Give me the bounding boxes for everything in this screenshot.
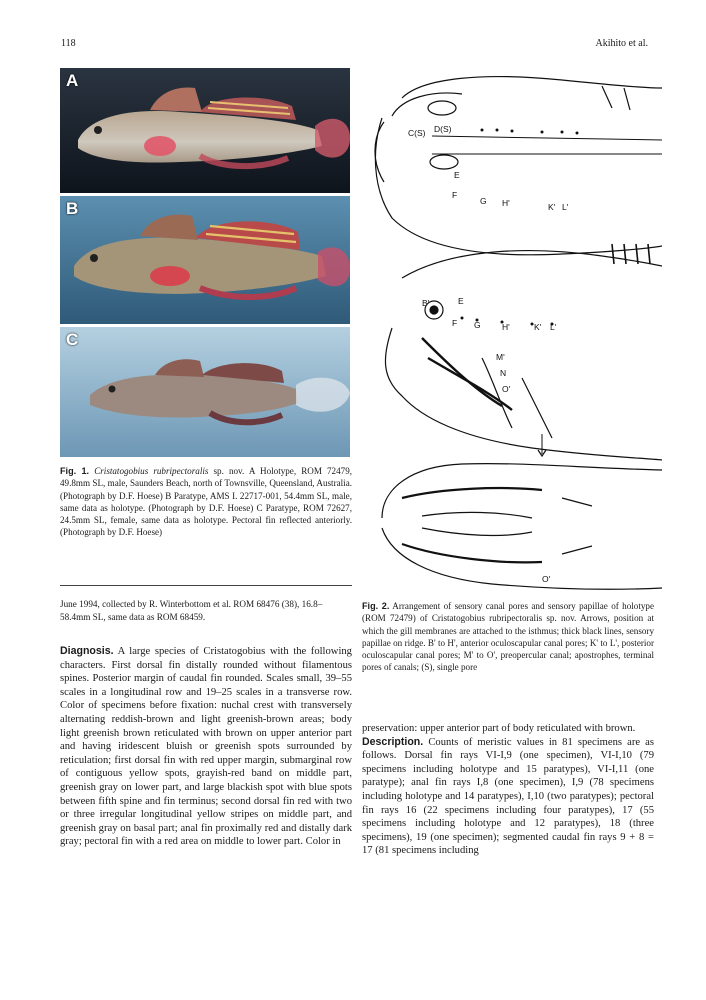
fig2-label-h-top: H': [502, 198, 510, 208]
column-divider-rule: [60, 585, 352, 586]
diagnosis-paragraph: [60, 645, 352, 849]
diagnosis-heading: Diagnosis.: [60, 645, 114, 657]
fig2-label-g: G: [474, 320, 481, 330]
fig2-label-o: O': [502, 384, 511, 394]
fig2-label-l: L': [550, 322, 557, 332]
fish-photo-a-image: [60, 68, 350, 193]
right-column-text: [362, 722, 654, 858]
figure-2-caption-text: Arrangement of sensory canal pores and sensory papillae of holotype (ROM 72479) of Cristatogobius rubripectoralis sp. nov. Arrows, position at which the gill membranes are attached to the isthmus; thick black lines, sensory papillae on ridge. B' to H', anterior oculoscapular canal pores; K' to L', posterior oculoscapular canal pores; M' to O', preopercular canal; apostrophes, terminal pores of canals; (S), single pore: [362, 601, 655, 673]
fish-photo-b-image: [60, 196, 350, 324]
fig2-label-g-top: G: [480, 196, 487, 206]
photo-panel-c: [60, 327, 350, 457]
panel-label-c: C: [66, 330, 79, 349]
fig2-label-h: H': [502, 322, 510, 332]
fig2-label-l-top: L': [562, 202, 569, 212]
figure-2-caption: [362, 600, 654, 674]
figure-1-caption-species: Cristatogobius rubripectoralis: [94, 466, 209, 476]
fig2-label-k-top: K': [548, 202, 556, 212]
description-text: Counts of meristic values in 81 specimens are as follows. Dorsal fin rays VI-I,9 (one specimen), VI-I,10 (79 specimens including holotype and 15 paratypes), VI-I,11 (one paratype); anal fin rays I,8 (one specimen), I,9 (78 specimens including holotype and 14 paratypes), I,10 (two paratypes); pectoral fin rays 16 (22 specimens including four paratypes), 17 (55 specimens including holotype and 12 paratypes), 18 (three specimens), 19 (one specimen); segmented caudal fin rays 9 + 8 = 17 (81 specimens including: [362, 736, 654, 857]
fig2-label-f-top: F: [452, 190, 458, 200]
fig2-label-k: K': [534, 322, 542, 332]
description-heading: Description.: [362, 735, 424, 748]
fig2-label-ds: D(S): [434, 124, 452, 134]
sensory-canal-diagram: [362, 58, 662, 594]
fish-photo-c-image: [60, 327, 350, 457]
fig2-label-n: N: [500, 368, 507, 378]
running-head-authors: Akihito et al.: [595, 38, 648, 49]
fig2-label-cs: C(S): [408, 128, 426, 138]
figure-1-caption-label: Fig. 1.: [60, 466, 90, 476]
panel-label-b: B: [66, 199, 79, 218]
fig2-label-m: M': [496, 352, 505, 362]
figure-1-caption-text: sp. nov. A Holotype, ROM 72479, 49.8mm SL, male, Saunders Beach, north of Townsville, Queensland, Australia. (Photograph by D.F. Hoese) B Paratype, AMS I. 22717-001, 54.4mm SL, male, same data as holotype. (Photograph by D.F. Hoese) C Paratype, ROM 72627, 24.5mm SL, female, same data as holotype. Pectoral fin reflected anteriorly. (Photograph by D.F. Hoese): [60, 466, 353, 538]
preservation-continuation: preservation: upper anterior part of body reticulated with brown.: [362, 723, 636, 734]
fig2-label-b: B': [422, 298, 430, 308]
fig2-label-f: F: [452, 318, 458, 328]
figure-2-drawing: [362, 58, 662, 594]
diagnosis-text: A large species of Cristatogobius with the following characters. First dorsal fin distally rounded without filamentous spines. Posterior margin of caudal fin rounded. Scales small, 39–55 scales in a longitudinal row and 19–25 scales in a transverse row. Color of specimens before fixation: nuchal crest with transversely alternating reddish-brown and light greenish-brown areas; body light greenish brown reticulated with brown on upper anterior part and having iridescent bluish or greenish spots surrounded by reticulation; first dorsal fin with red upper margin, submarginal row of contiguous yellow spots, grayish-red band on middle part, greenish gray on lower part, and large blackish spot with blue spots between fifth spine and fin terminus; second dorsal fin red with two or three irregular longitudinal yellow stripes on middle part, and greenish gray on basal part; anal fin proximally red and distally dark gray; pectoral fin with a red area on middle to lower part. Color in: [60, 646, 352, 848]
fig2-label-o-ventral: O': [542, 574, 551, 584]
photo-panel-b: [60, 196, 350, 324]
page-number: 118: [61, 38, 76, 49]
fig2-label-e-top: E: [454, 170, 460, 180]
figure-2-caption-label: Fig. 2.: [362, 601, 390, 611]
figure-1-caption: [60, 465, 352, 539]
fig2-label-e: E: [458, 296, 464, 306]
material-examined-tail: June 1994, collected by R. Winterbottom et al. ROM 68476 (38), 16.8–58.4mm SL, same data as ROM 68459.: [60, 599, 323, 622]
panel-label-a: A: [66, 71, 79, 90]
photo-panel-a: [60, 68, 350, 193]
